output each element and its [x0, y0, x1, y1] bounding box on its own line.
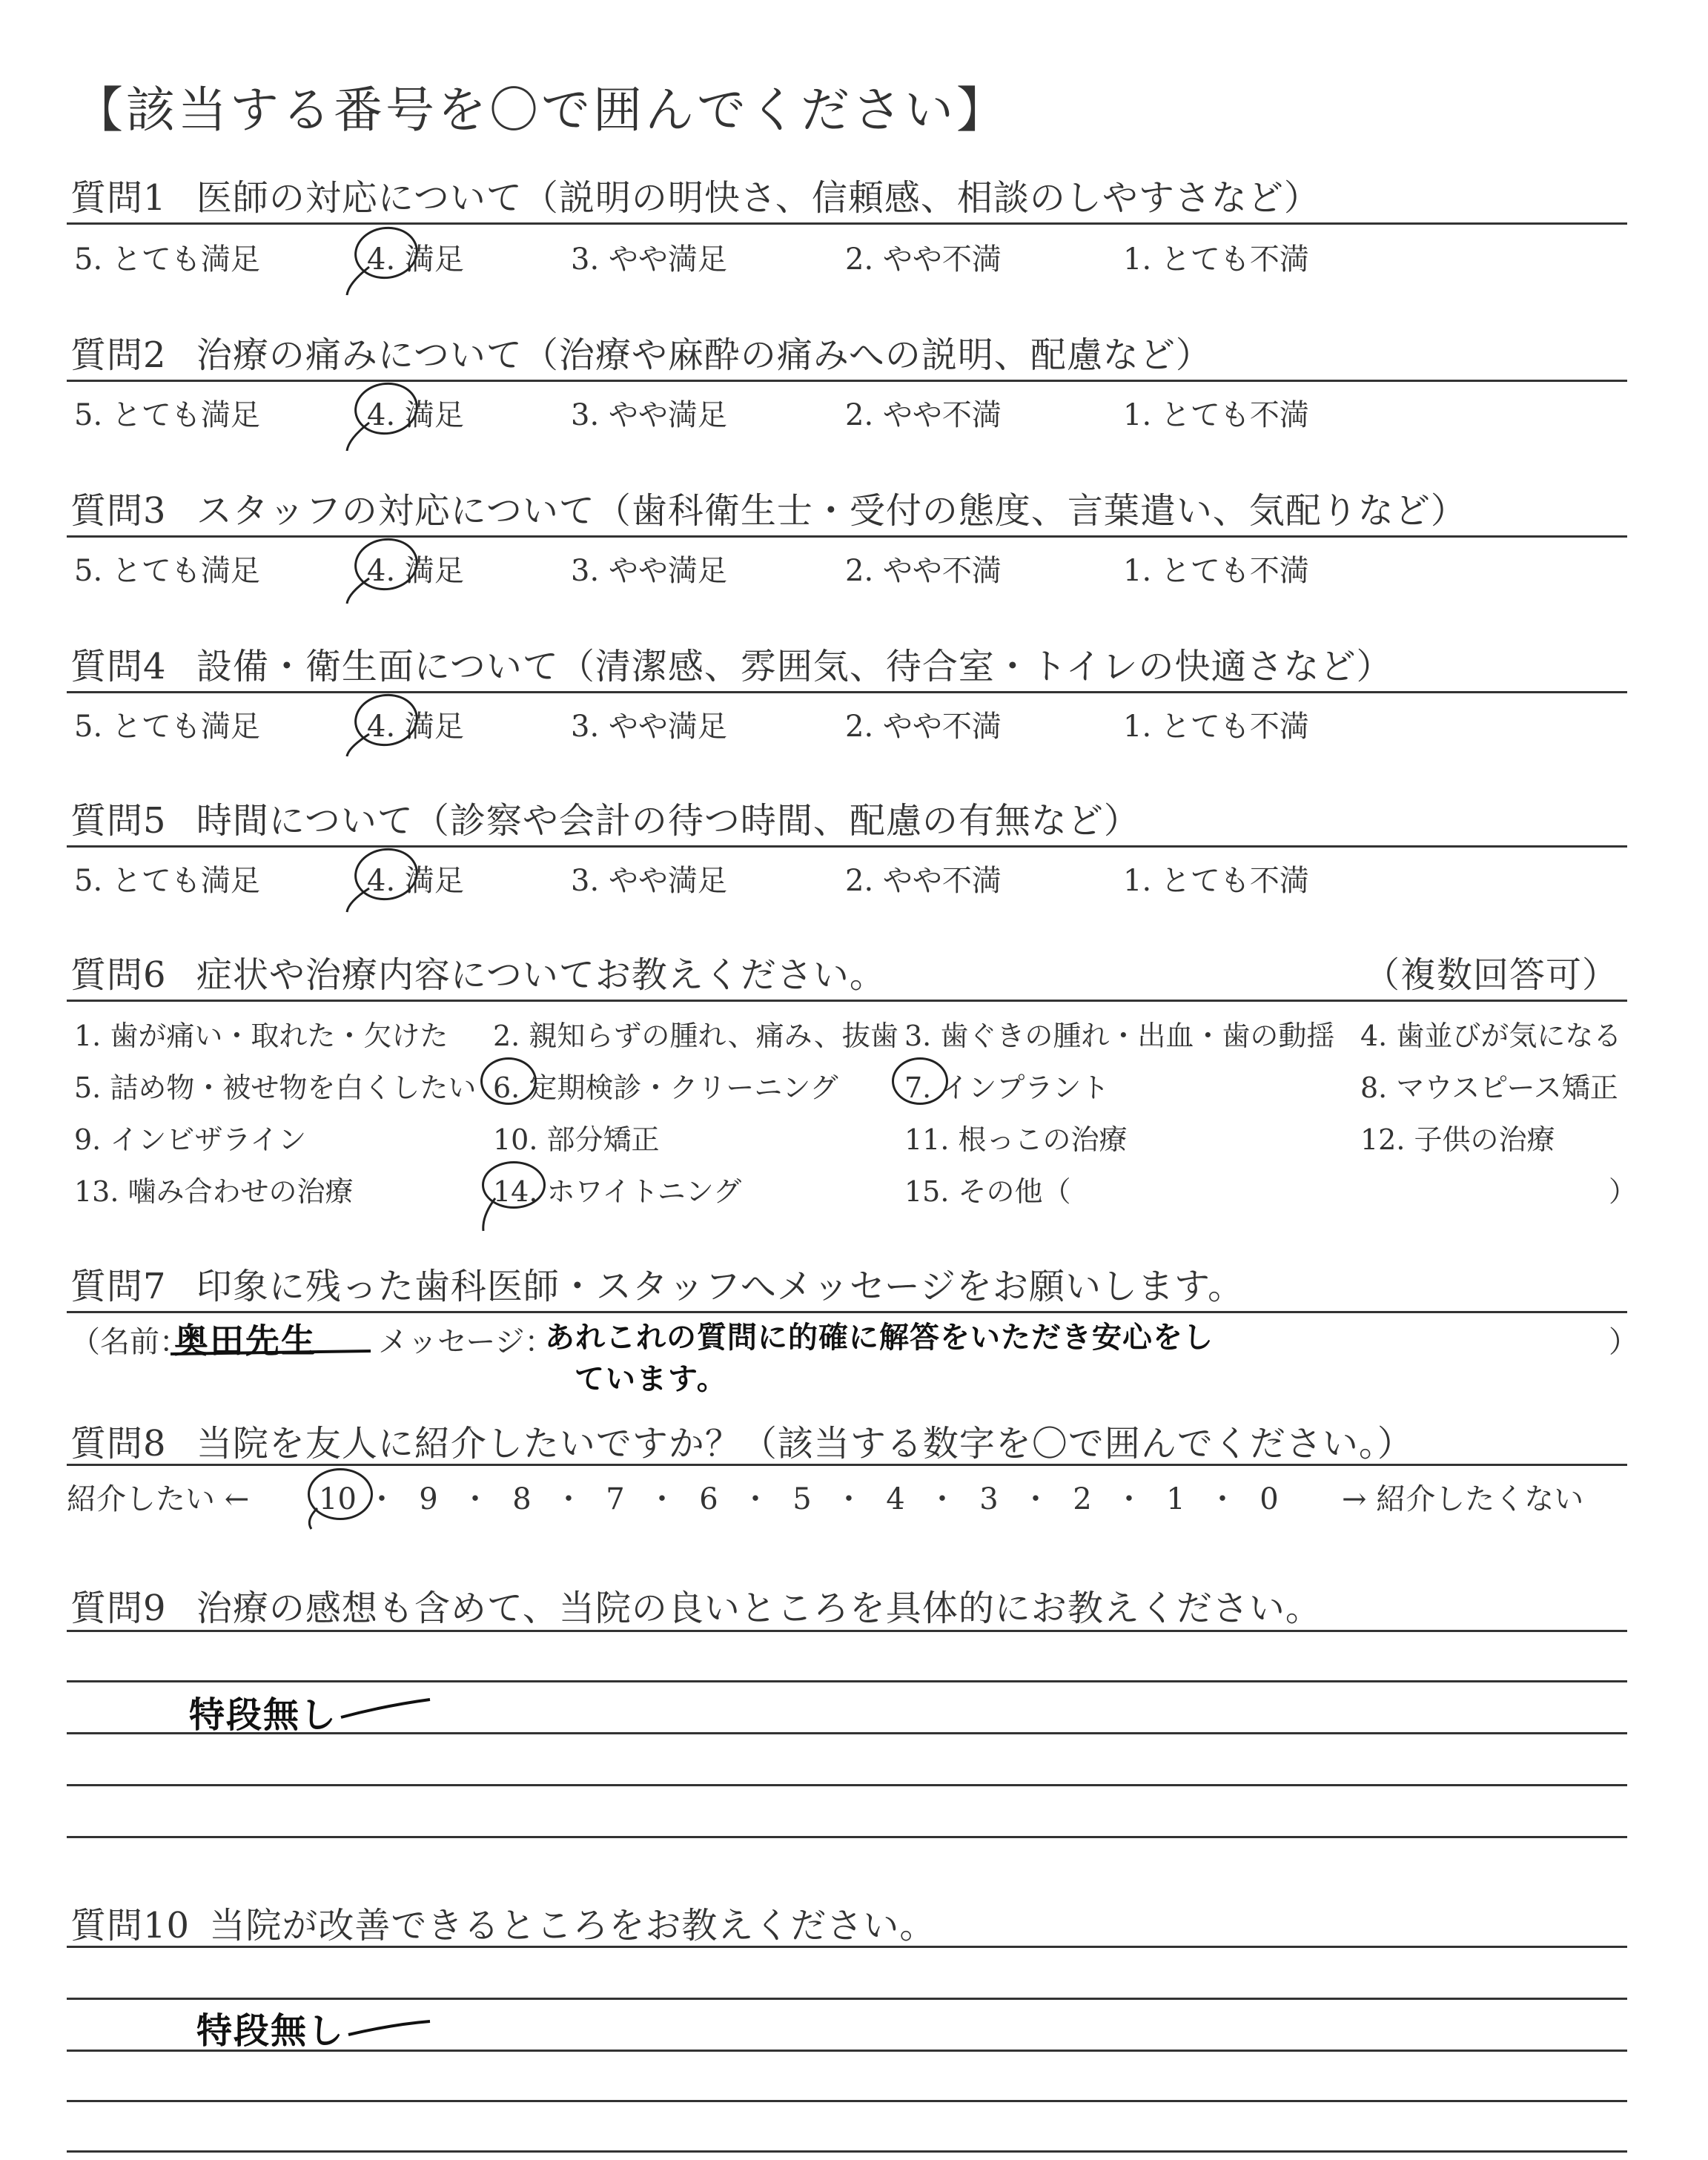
- q5-option-3[interactable]: 3. やや満足: [571, 864, 727, 898]
- page-title: 【該当する番号を〇で囲んでください】: [74, 82, 1008, 139]
- q1-option-1[interactable]: 1. とても不満: [1123, 242, 1309, 277]
- scale-number-6[interactable]: 6: [699, 1482, 718, 1516]
- scale-number-0[interactable]: 0: [1260, 1482, 1279, 1516]
- recommend-left-label: 紹介したい ←: [67, 1482, 250, 1516]
- q6-option-12[interactable]: 12. 子供の治療: [1360, 1123, 1555, 1156]
- question-5-heading: [70, 792, 1140, 843]
- scale-separator: ・: [367, 1482, 397, 1516]
- q4-option-1[interactable]: 1. とても不満: [1123, 710, 1309, 744]
- q2-option-3[interactable]: 3. やや満足: [571, 398, 727, 432]
- q6-option-5[interactable]: 5. 詰め物・被せ物を白くしたい: [74, 1071, 477, 1104]
- question-text: 設備・衛生面について（清潔感、雰囲気、待合室・トイレの快適さなど）: [196, 646, 1393, 687]
- q6-option-1[interactable]: 1. 歯が痛い・取れた・欠けた: [74, 1020, 448, 1052]
- name-label: （名前：: [70, 1325, 189, 1359]
- question-label: 質問4: [70, 646, 167, 687]
- q4-option-5[interactable]: 5. とても満足: [74, 710, 260, 744]
- scale-separator: ・: [741, 1482, 770, 1516]
- question-8-heading: [70, 1415, 1414, 1466]
- q10-answer[interactable]: 特段無し: [196, 2010, 345, 2052]
- scale-number-4[interactable]: 4: [886, 1482, 905, 1516]
- selection-circle-q6-14: [482, 1161, 546, 1209]
- name-value[interactable]: 奥田先生: [174, 1321, 317, 1361]
- selection-circle-q6-6: [480, 1057, 537, 1105]
- divider: [67, 1464, 1627, 1466]
- divider: [67, 222, 1627, 225]
- scale-separator: ・: [554, 1482, 583, 1516]
- question-1-heading: [70, 169, 1320, 220]
- q6-option-4[interactable]: 4. 歯並びが気になる: [1360, 1020, 1622, 1052]
- question-text: 治療の痛みについて（治療や麻酔の痛みへの説明、配慮など）: [196, 334, 1212, 376]
- q4-option-2[interactable]: 2. やや不満: [845, 710, 1002, 744]
- q2-option-5[interactable]: 5. とても満足: [74, 398, 260, 432]
- divider: [67, 380, 1627, 382]
- question-label: 質問9: [70, 1588, 167, 1629]
- scale-separator: ・: [1114, 1482, 1144, 1516]
- selection-circle-q6-7: [892, 1057, 948, 1105]
- question-4-heading: [70, 638, 1392, 689]
- answer-line: [67, 2150, 1627, 2153]
- q6-option-10[interactable]: 10. 部分矯正: [493, 1123, 660, 1156]
- scale-separator: ・: [1021, 1482, 1050, 1516]
- answer-line: [67, 1998, 1627, 2000]
- answer-line: [67, 1680, 1627, 1682]
- q6-option-7[interactable]: 7. インプラント: [904, 1071, 1110, 1104]
- question-text: 治療の感想も含めて、当院の良いところを具体的にお教えください。: [196, 1588, 1322, 1629]
- question-7-heading: [70, 1258, 1244, 1309]
- question-10-heading: [70, 1897, 936, 1948]
- divider: [67, 691, 1627, 693]
- question-text: 症状や治療内容についてお教えください。: [196, 954, 886, 996]
- message-label: メッセージ：: [378, 1325, 555, 1359]
- q5-option-2[interactable]: 2. やや不満: [845, 864, 1002, 898]
- q6-option-2[interactable]: 2. 親知らずの腫れ、痛み、抜歯: [493, 1020, 898, 1052]
- q4-option-4[interactable]: 4. 満足: [367, 710, 464, 744]
- question-label: 質問8: [70, 1423, 167, 1464]
- question-label: 質問5: [70, 800, 167, 842]
- scale-number-8[interactable]: 8: [512, 1482, 532, 1516]
- q2-option-2[interactable]: 2. やや不満: [845, 398, 1002, 432]
- scale-separator: ・: [460, 1482, 490, 1516]
- q6-option-13[interactable]: 13. 噛み合わせの治療: [74, 1175, 354, 1208]
- question-label: 質問6: [70, 954, 167, 996]
- question-label: 質問7: [70, 1266, 167, 1307]
- scale-separator: ・: [834, 1482, 864, 1516]
- scale-separator: ・: [927, 1482, 957, 1516]
- recommend-scale: [319, 1476, 1285, 1518]
- q1-option-5[interactable]: 5. とても満足: [74, 242, 260, 277]
- q1-option-3[interactable]: 3. やや満足: [571, 242, 727, 277]
- q5-option-4[interactable]: 4. 満足: [367, 864, 464, 898]
- scale-number-3[interactable]: 3: [979, 1482, 999, 1516]
- q5-option-5[interactable]: 5. とても満足: [74, 864, 260, 898]
- question-label: 質問2: [70, 334, 167, 376]
- q6-option-14[interactable]: 14. ホワイトニング: [493, 1175, 742, 1208]
- message-line-2[interactable]: ています。: [575, 1362, 728, 1396]
- selection-circle-q8-10: [308, 1468, 373, 1520]
- scale-number-9[interactable]: 9: [419, 1482, 438, 1516]
- answer-line: [67, 1946, 1627, 1948]
- scale-separator: ・: [647, 1482, 677, 1516]
- answer-line: [67, 1630, 1627, 1632]
- question-label: 質問1: [70, 177, 167, 219]
- q2-option-1[interactable]: 1. とても不満: [1123, 398, 1309, 432]
- divider: [67, 845, 1627, 848]
- answer-line: [67, 1784, 1627, 1786]
- answer-line: [67, 1836, 1627, 1838]
- q3-option-2[interactable]: 2. やや不満: [845, 554, 1002, 588]
- q6-option-15[interactable]: 15. その他（: [904, 1175, 1071, 1208]
- scale-number-10[interactable]: 10: [319, 1482, 357, 1516]
- q6-option-6[interactable]: 6. 定期検診・クリーニング: [493, 1071, 838, 1104]
- question-label: 質問3: [70, 490, 167, 532]
- q3-option-4[interactable]: 4. 満足: [367, 554, 464, 588]
- q6-option-8[interactable]: 8. マウスピース矯正: [1360, 1071, 1618, 1104]
- multiple-answers-note: （複数回答可）: [1364, 954, 1619, 996]
- question-label: 質問10: [70, 1905, 191, 1946]
- message-line-1[interactable]: あれこれの質問に的確に解答をいただき安心をし: [545, 1321, 1214, 1355]
- q3-option-1[interactable]: 1. とても不満: [1123, 554, 1309, 588]
- question-text: 時間について（診察や会計の待つ時間、配慮の有無など）: [196, 800, 1140, 842]
- question-text: スタッフの対応について（歯科衛生士・受付の態度、言葉遣い、気配りなど）: [196, 490, 1467, 532]
- q7-close-paren: ）: [1609, 1325, 1638, 1359]
- q6-option-9[interactable]: 9. インビザライン: [74, 1123, 307, 1156]
- question-6-heading: [70, 946, 886, 997]
- scale-number-7[interactable]: 7: [606, 1482, 625, 1516]
- question-text: 当院が改善できるところをお教えください。: [209, 1905, 936, 1946]
- recommend-right-label: → 紹介したくない: [1342, 1482, 1584, 1516]
- q3-option-3[interactable]: 3. やや満足: [571, 554, 727, 588]
- question-2-heading: [70, 326, 1212, 377]
- q2-option-4[interactable]: 4. 満足: [367, 398, 464, 432]
- q5-option-1[interactable]: 1. とても不満: [1123, 864, 1309, 898]
- scale-number-1[interactable]: 1: [1166, 1482, 1185, 1516]
- question-text: 当院を友人に紹介したいですか？（該当する数字を〇で囲んでください。）: [196, 1423, 1414, 1464]
- q4-option-3[interactable]: 3. やや満足: [571, 710, 727, 744]
- q6-close-paren: ）: [1609, 1175, 1638, 1208]
- q3-option-5[interactable]: 5. とても満足: [74, 554, 260, 588]
- question-9-heading: [70, 1579, 1322, 1631]
- question-3-heading: [70, 482, 1467, 533]
- q1-option-4[interactable]: 4. 満足: [367, 242, 464, 277]
- divider: [67, 1311, 1627, 1313]
- q1-option-2[interactable]: 2. やや不満: [845, 242, 1002, 277]
- question-text: 医師の対応について（説明の明快さ、信頼感、相談のしやすさなど）: [196, 177, 1320, 219]
- scale-number-2[interactable]: 2: [1073, 1482, 1092, 1516]
- q6-option-11[interactable]: 11. 根っこの治療: [904, 1123, 1128, 1156]
- answer-line: [67, 2100, 1627, 2102]
- scale-separator: ・: [1208, 1482, 1237, 1516]
- divider: [67, 1000, 1627, 1002]
- divider: [67, 535, 1627, 538]
- question-text: 印象に残った歯科医師・スタッフへメッセージをお願いします。: [196, 1266, 1245, 1307]
- q6-option-3[interactable]: 3. 歯ぐきの腫れ・出血・歯の動揺: [904, 1020, 1335, 1052]
- scale-number-5[interactable]: 5: [792, 1482, 812, 1516]
- q9-answer[interactable]: 特段無し: [189, 1694, 338, 1736]
